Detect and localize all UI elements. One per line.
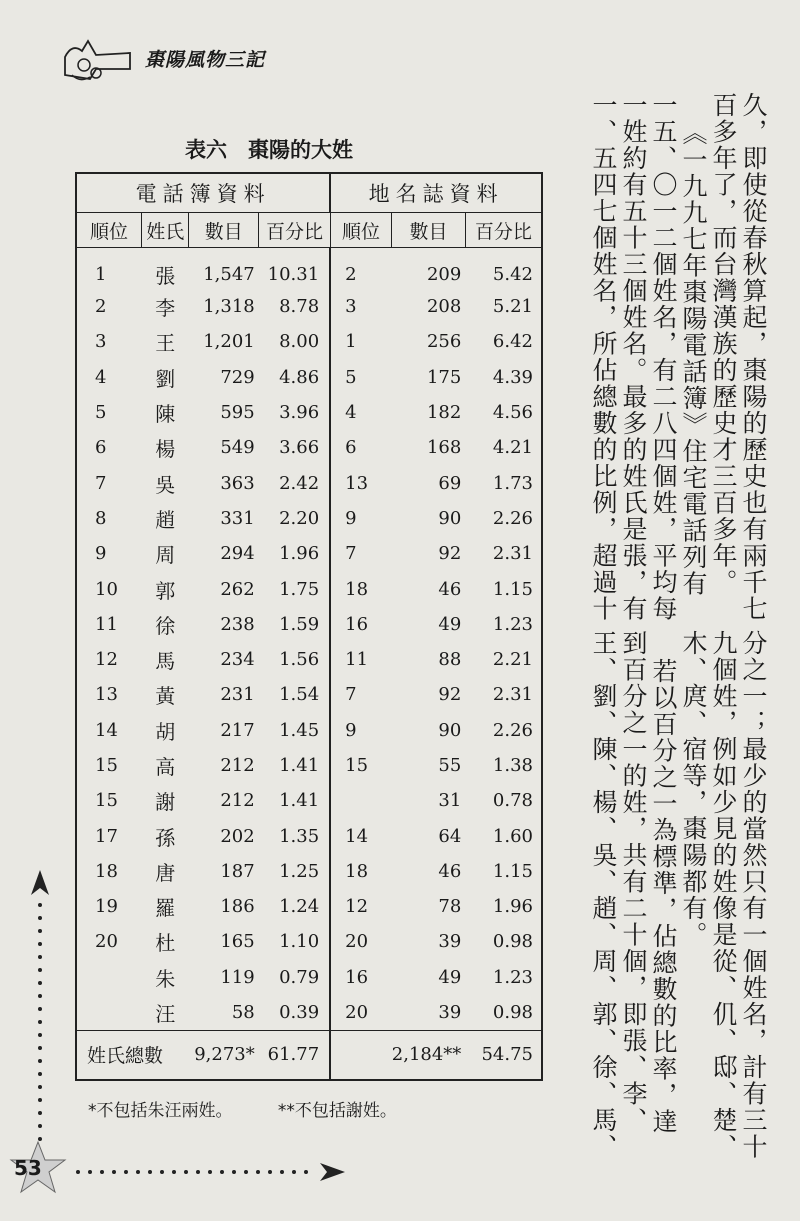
gaz-count-cell: 64 (438, 825, 462, 847)
phone-count-cell: 119 (220, 966, 255, 988)
gaz-pct-cell: 5.21 (492, 296, 533, 318)
phone-pct-cell: 8.78 (279, 296, 320, 318)
gaz-pct-cell: 1.23 (492, 966, 533, 988)
surname-cell: 張 (155, 264, 176, 288)
surname-cell: 徐 (155, 613, 176, 638)
gaz-rank-cell: 20 (330, 995, 392, 1030)
gaz-rank-cell: 7 (330, 677, 392, 712)
gaz-count-cell: 78 (438, 896, 462, 918)
gaz-rank-cell: 9 (330, 713, 392, 748)
surname-cell: 唐 (155, 860, 176, 885)
rank-cell: 8 (95, 507, 107, 529)
phone-pct-cell: 1.41 (279, 790, 320, 812)
rank-cell: 9 (95, 543, 107, 565)
surname-cell: 馬 (155, 649, 176, 674)
gaz-count-cell: 92 (438, 543, 462, 565)
phone-count-cell: 238 (220, 613, 255, 635)
phone-pct-cell: 1.41 (279, 755, 320, 776)
phone-pct-cell: 1.56 (279, 649, 320, 671)
phone-count-cell: 595 (220, 402, 255, 424)
gaz-pct-cell: 4.56 (492, 402, 533, 424)
gaz-pct-cell: 6.42 (492, 331, 533, 353)
phone-count-cell: 58 (231, 1001, 255, 1023)
gaz-count-cell: 88 (438, 649, 462, 671)
rank-cell: 15 (95, 790, 118, 812)
rank-cell: 4 (95, 366, 107, 388)
phone-count-cell: 1,318 (203, 296, 255, 318)
gaz-rank-cell: 16 (330, 960, 392, 995)
surname-cell: 趙 (155, 507, 176, 532)
gaz-rank-cell: 13 (330, 465, 392, 500)
gaz-rank-cell: 2 (330, 248, 392, 290)
body-text-upper-2: 百多年了，而台灣漢族的歷史才三百多年。 (709, 92, 738, 596)
phone-pct-cell: 10.31 (267, 264, 320, 285)
phone-pct-cell: 1.96 (279, 543, 320, 565)
phone-pct-cell: 2.20 (279, 507, 320, 529)
gaz-pct-cell: 1.15 (492, 860, 533, 882)
body-text-lower-6: 王、劉、陳、楊、吳、趙、周、郭、徐、馬、 (589, 630, 618, 1160)
gaz-rank-cell: 3 (330, 289, 392, 324)
total-phone-pct: 61.77 (259, 1030, 330, 1080)
surname-cell: 陳 (155, 402, 176, 427)
gaz-count-cell: 46 (438, 578, 462, 600)
phone-count-cell: 262 (220, 578, 255, 600)
rank-cell: 10 (95, 578, 118, 600)
gaz-pct-cell: 0.78 (492, 790, 533, 812)
surname-cell: 黃 (155, 684, 176, 709)
rank-cell: 5 (95, 402, 107, 424)
footnote-2: **不包括謝姓。 (277, 1101, 397, 1121)
gaz-count-cell: 39 (438, 1001, 462, 1023)
gaz-rank-cell: 12 (330, 889, 392, 924)
phone-count-cell: 1,547 (203, 264, 255, 285)
gaz-count-cell: 182 (426, 402, 462, 424)
phone-pct-cell: 2.42 (279, 472, 320, 494)
surname-cell: 高 (155, 755, 176, 779)
rank-cell: 17 (95, 825, 118, 847)
phone-pct-cell: 1.25 (279, 860, 320, 882)
rank-cell: 6 (95, 437, 107, 459)
gaz-rank-cell: 18 (330, 854, 392, 889)
phone-pct-cell: 1.24 (279, 896, 320, 918)
gaz-count-cell: 69 (438, 472, 462, 494)
phone-count-cell: 331 (220, 507, 255, 529)
rank-cell: 2 (95, 296, 107, 318)
book-title: 棗陽風物三記 (145, 49, 266, 71)
phone-count-cell: 186 (220, 896, 255, 918)
rank-cell: 18 (95, 860, 118, 882)
gaz-pct-cell: 2.21 (492, 649, 533, 671)
phone-count-cell: 231 (220, 684, 255, 706)
gaz-pct-cell: 1.96 (492, 896, 533, 918)
surname-cell: 李 (155, 296, 176, 321)
phone-pct-cell: 4.86 (279, 366, 320, 388)
gaz-pct-cell: 1.23 (492, 613, 533, 635)
surname-cell: 孫 (155, 825, 176, 850)
phone-pct-cell: 3.96 (279, 402, 320, 424)
phone-count-cell: 234 (220, 649, 255, 671)
phone-pct-cell: 1.75 (279, 578, 320, 600)
section-gazetteer-header: 地名誌資料 (330, 173, 542, 213)
phone-pct-cell: 0.79 (279, 966, 320, 988)
col-count-header: 數目 (189, 213, 259, 248)
total-gaz-count: 2,184** (392, 1030, 466, 1080)
gaz-pct-cell: 5.42 (492, 264, 533, 285)
gaz-pct-cell: 2.31 (492, 543, 533, 565)
phone-pct-cell: 1.35 (279, 825, 320, 847)
surname-cell: 謝 (155, 790, 176, 815)
gaz-pct-cell: 2.26 (492, 507, 533, 529)
gaz-pct-cell: 0.98 (492, 931, 533, 953)
page-number: 53 (14, 1156, 42, 1180)
surname-cell: 羅 (155, 896, 176, 921)
phone-count-cell: 187 (220, 860, 255, 882)
phone-count-cell: 294 (220, 543, 255, 565)
gaz-pct-cell: 2.31 (492, 684, 533, 706)
surname-cell: 郭 (155, 578, 176, 603)
body-text-lower-1: 分之一；最少的當然只有一個姓名，計有三十 (739, 630, 768, 1160)
gaz-count-cell: 208 (426, 296, 462, 318)
surname-cell: 楊 (155, 437, 176, 462)
surname-cell: 周 (155, 543, 176, 568)
gaz-rank-cell: 14 (330, 818, 392, 853)
gaz-count-cell: 256 (426, 331, 462, 353)
gaz-pct-cell: 2.26 (492, 719, 533, 741)
phone-count-cell: 363 (220, 472, 255, 494)
gaz-rank-cell: 4 (330, 395, 392, 430)
rank-cell: 15 (95, 755, 118, 776)
gaz-rank-cell: 6 (330, 430, 392, 465)
phone-count-cell: 165 (220, 931, 255, 953)
rank-cell: 7 (95, 472, 107, 494)
rank-cell: 12 (95, 649, 118, 671)
rank-cell: 14 (95, 719, 118, 741)
table-caption: 表六 棗陽的大姓 (185, 138, 353, 162)
body-text-upper-1: 久，即使從春秋算起，棗陽的歷史也有兩千七 (739, 92, 768, 622)
gaz-rank-cell: 15 (330, 748, 392, 783)
gaz-rank-cell: 5 (330, 360, 392, 395)
col-surname-header: 姓氏 (142, 213, 189, 248)
gaz-pct-cell: 4.21 (492, 437, 533, 459)
col-g-percent-header: 百分比 (465, 213, 542, 248)
body-text-lower-5: 到百分之一的姓，共有二十個，即張、李、 (619, 630, 648, 1134)
gaz-count-cell: 31 (438, 790, 462, 812)
gaz-rank-cell: 9 (330, 501, 392, 536)
surname-cell: 吳 (155, 472, 176, 497)
body-text-lower-4: 若以百分之一為標準，佔總數的比率，達 (649, 658, 678, 1135)
phone-count-cell: 1,201 (203, 331, 255, 353)
body-text-lower-2: 九個姓，例如少見的姓像是從、仉、邸、楚、 (709, 630, 738, 1160)
gaz-count-cell: 168 (426, 437, 462, 459)
gaz-rank-cell: 7 (330, 536, 392, 571)
surname-cell: 胡 (155, 719, 176, 744)
gaz-count-cell: 92 (438, 684, 462, 706)
gaz-count-cell: 90 (438, 507, 462, 529)
body-text-upper-6: 一、五四七個姓名，所佔總數的比例，超過十 (589, 92, 618, 622)
body-text-upper-4: 一五、〇一二個姓名，有二八四個姓，平均每 (649, 92, 678, 622)
body-text-upper-5: 一姓約有五十三個姓名。最多的姓氏是張，有 (619, 92, 648, 622)
gaz-pct-cell: 1.38 (492, 755, 533, 776)
gaz-rank-cell: 20 (330, 924, 392, 959)
phone-pct-cell: 8.00 (279, 331, 320, 353)
gaz-rank-cell: 18 (330, 571, 392, 606)
body-text-lower-3: 木、庹、宿等，棗陽都有。 (679, 630, 708, 948)
surname-cell: 劉 (155, 366, 176, 391)
gaz-count-cell: 175 (426, 366, 462, 388)
phone-pct-cell: 0.39 (279, 1001, 320, 1023)
gaz-count-cell: 46 (438, 860, 462, 882)
phone-count-cell: 549 (220, 437, 255, 459)
phone-count-cell: 212 (220, 755, 255, 776)
col-percent-header: 百分比 (259, 213, 330, 248)
gaz-pct-cell: 1.15 (492, 578, 533, 600)
gaz-pct-cell: 1.73 (492, 472, 533, 494)
gaz-rank-cell: 11 (330, 642, 392, 677)
total-phone-count: 9,273* (189, 1030, 259, 1080)
section-phone-header: 電話簿資料 (76, 173, 330, 213)
gaz-count-cell: 39 (438, 931, 462, 953)
gaz-pct-cell: 4.39 (492, 366, 533, 388)
surname-cell: 王 (155, 331, 176, 356)
body-text-upper-3: 《一九九七年棗陽電話簿》住宅電話列有 (679, 120, 708, 597)
phone-pct-cell: 1.45 (279, 719, 320, 741)
surname-cell: 杜 (155, 931, 176, 956)
phone-pct-cell: 3.66 (279, 437, 320, 459)
surname-cell: 朱 (155, 966, 176, 991)
gaz-rank-cell: 1 (330, 324, 392, 359)
col-rank-header: 順位 (76, 213, 142, 248)
gaz-count-cell: 49 (438, 613, 462, 635)
rank-cell: 1 (95, 264, 107, 285)
col-g-count-header: 數目 (392, 213, 466, 248)
phone-pct-cell: 1.54 (279, 684, 320, 706)
gaz-rank-cell: 16 (330, 607, 392, 642)
phone-count-cell: 212 (220, 790, 255, 812)
footnote-1: *不包括朱汪兩姓。 (88, 1101, 233, 1121)
rank-cell: 19 (95, 896, 118, 918)
gaz-count-cell: 90 (438, 719, 462, 741)
rank-cell: 13 (95, 684, 118, 706)
phone-pct-cell: 1.59 (279, 613, 320, 635)
rank-cell: 20 (95, 931, 118, 953)
phone-pct-cell: 1.10 (279, 931, 320, 953)
total-label: 姓氏總數 (76, 1030, 189, 1080)
gaz-pct-cell: 1.60 (492, 825, 533, 847)
rank-cell: 3 (95, 331, 107, 353)
surname-cell: 汪 (155, 1001, 176, 1026)
col-g-rank-header: 順位 (330, 213, 392, 248)
rank-cell: 11 (95, 613, 118, 635)
total-gaz-pct: 54.75 (465, 1030, 542, 1080)
phone-count-cell: 217 (220, 719, 255, 741)
gaz-count-cell: 49 (438, 966, 462, 988)
phone-count-cell: 729 (220, 366, 255, 388)
gaz-count-cell: 55 (438, 755, 462, 776)
phone-count-cell: 202 (220, 825, 255, 847)
gaz-pct-cell: 0.98 (492, 1001, 533, 1023)
gaz-count-cell: 209 (426, 264, 462, 285)
